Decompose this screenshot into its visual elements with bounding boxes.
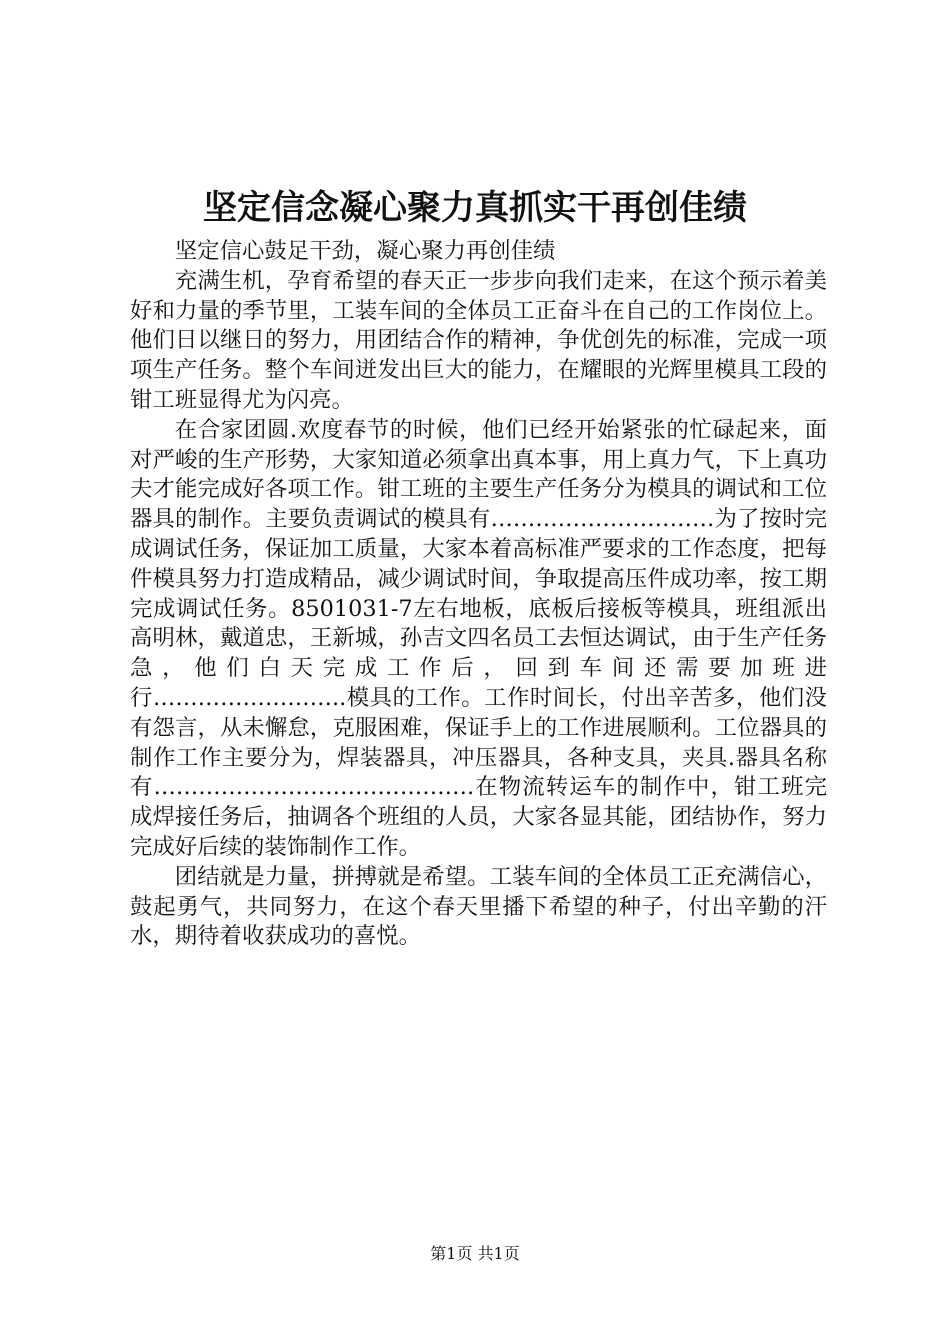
page-number-footer: 第1页 共1页 [430, 1244, 520, 1263]
subtitle-paragraph: 坚定信心鼓足干劲，凝心聚力再创佳绩 [174, 238, 556, 264]
document-title: 坚定信念凝心聚力真抓实干再创佳绩 [203, 188, 747, 228]
body-paragraph-2: 在合家团圆.欢度春节的时候，他们已经开始紧张的忙碌起来，面对严峻的生产形势，大家知道必须拿出真本事，用上真力气，下上真功夫才能完成好各项工作。钳工班的主要生产任务分为模具的调试和工位器具的制作。主要负责调试的模具有…………………………为了按时完成调试任务，保证加工质量，大家本着高标准严要求的工作态度，把每件模具努力打造成精品，减少调试时间，争取提高压件成功率，按工期完成调试任务。8501031-7左右地板，底板后接板等模具，班组派出高明林，戴道忠，王新城，孙吉文四名员工去恒达调试，由于生产任务急，他们白天完成工作后，回到车间还需要加班进行……………………..模具的工作。工作时间长，付出辛苦多，他们没有怨言，从未懈怠，克服困难，保证手上的工作进展顺利。工位器具的制作工作主要分为，焊装器具，冲压器具，各种支具，夹具.器具名称有…………………………………….在物流转运车的制作中，钳工班完成焊接任务后，抽调各个班组的人员，大家各显其能，团结协作，努力完成好后续的装饰制作工作。 [130, 416, 827, 860]
body-paragraph-1: 充满生机，孕育希望的春天正一步步向我们走来，在这个预示着美好和力量的季节里，工装车间的全体员工正奋斗在自己的工作岗位上。他们日以继日的努力，用团结合作的精神，争优创先的标准，完成一项项生产任务。整个车间迸发出巨大的能力，在耀眼的光辉里模具工段的钳工班显得尤为闪亮。 [130, 267, 827, 413]
document-body [130, 237, 827, 952]
body-paragraph-3: 团结就是力量，拼搏就是希望。工装车间的全体员工正充满信心，鼓起勇气，共同努力，在这个春天里播下希望的种子，付出辛勤的汗水，期待着收获成功的喜悦。 [130, 863, 827, 950]
